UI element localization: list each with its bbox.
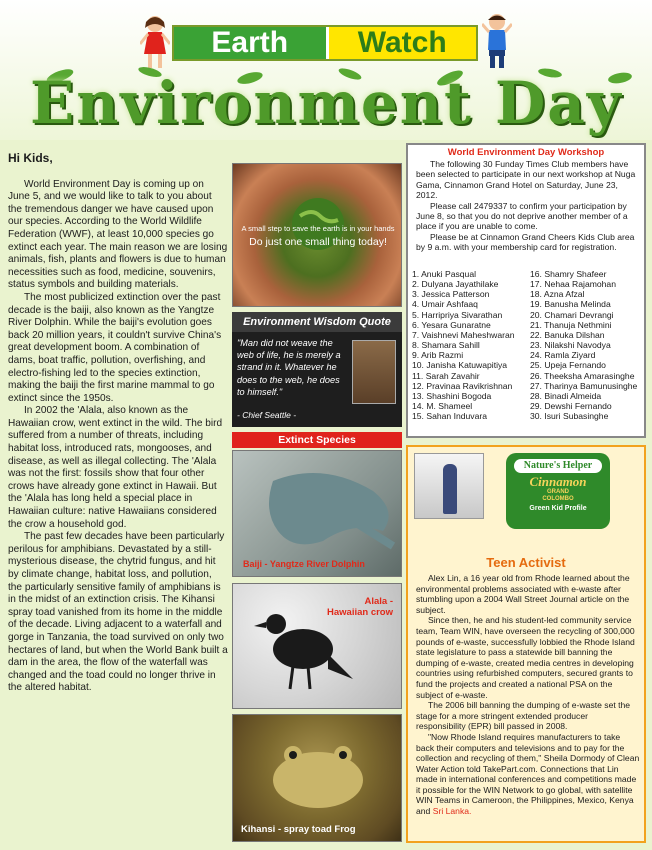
photo-caption-small: A small step to save the earth is in your hands [241, 224, 395, 233]
wisdom-quote-box [232, 332, 402, 427]
list-item: 24. Ramla Ziyard [530, 350, 596, 361]
natures-helper-badge [506, 453, 610, 529]
photo-caption-big: Do just one small thing today! [249, 236, 387, 248]
teen-paragraph-text: "Now Rhode Island requires manufacturers to take back their computers and televisions and to pay for the collection and recycling of them," Sheila Dormody of Clean Water Action told TakePart.com. Connections that Lin made in international conferences and competitions made it possible for the WIN Network to go global, with satellite WIN Teams in Cameroon, the Philippines, Mexico, Kenya and [416, 731, 640, 817]
badge-city: COLOMBO [542, 496, 574, 502]
list-item: 1. Anuki Pasqual [412, 269, 477, 279]
baiji-dolphin-photo [232, 450, 402, 577]
person-figure [443, 464, 457, 514]
workshop-intro-paragraph: Please be at Cinnamon Grand Cheers Kids Club area by 9 a.m. with your membership card for registration. [416, 231, 635, 253]
teen-activist-box [406, 445, 646, 843]
frog-icon [253, 725, 383, 820]
teen-paragraph: Since then, he and his student-led community service team, Team WIN, have overseen the recycling of 300,000 pounds of e-waste, successfully lobbied the Rhode Island state legislature to pass a statewide bill banning the dumping of e-waste, created media centres in developing countries using refurbished computers, secured grants to fund the projects and created a national PSA on the subject of e-waste. [416, 615, 635, 700]
wisdom-author: - Chief Seattle - [237, 410, 297, 420]
article-paragraph: The past few decades have been particularly perilous for amphibians. Devastated by a still-mysterious disease, the chytrid fungus, and hit by climate change, habitat loss, and pollution, the particularly sensitive family of amphibians is in the midst of an extinction crisis. The Kihansi spray toad vanished from its home in the middle of the decade. Living adjacent to a waterfall and gorge in Tanzania, the toad survived on only two hectares of land, but when the World Bank built a dam in the area, the flow of the waterfall was changed and the toad could no longer thrive in the altered habitat. [8, 531, 228, 694]
list-item: 26. Theeksha Amarasinghe [530, 370, 635, 381]
list-item: 14. M. Shameel [412, 401, 473, 412]
list-item: 9. Arib Razmi [412, 350, 464, 361]
workshop-intro-paragraph: The following 30 Funday Times Club members have been selected to participate in our next workshop at Nuga Gama, Cinnamon Grand Hotel on Saturday, June 23, 2012. [416, 159, 636, 201]
list-item: 11. Sarah Zavahir [412, 370, 480, 381]
list-item: 15. Sahan Induvara [412, 411, 488, 422]
teen-paragraph: Alex Lin, a 16 year old from Rhode learned about the environmental problems associated with e-waste after stumbling upon a 2004 Wall Street Journal article on the subject. [416, 573, 630, 615]
chief-portrait-image [352, 340, 396, 404]
badge-grand: GRAND [547, 489, 569, 495]
alex-lin-photo [414, 453, 484, 519]
wisdom-quote: "Man did not weave the web of life, he is merely a strand in it. Whatever he does to the web, he does to himself." [237, 338, 341, 397]
article-paragraph: World Environment Day is coming up on June 5, and we would like to talk to you about the tremendous danger we have caused upon our species. According to the World Wildlife Federation (WWF), at least 10,000 species go extinct each year. The main reason we are losing animals, fish, plants and flowers is due to human necessities such as food, medicine, souvenirs, status symbols and building materials. [8, 178, 228, 291]
list-item: 27. Tharinya Bamunusinghe [530, 380, 638, 391]
workshop-intro-paragraph: Please call 2479337 to confirm your participation by June 8, so that you do not deprive another member of a place if you are unable to come. [416, 200, 628, 232]
list-item: 29. Dewshi Fernando [530, 401, 612, 412]
list-item: 16. Shamry Shafeer [530, 269, 607, 279]
list-item: 21. Thanuja Nethmini [530, 319, 612, 330]
sri-lanka-highlight: Sri Lanka. [432, 806, 472, 817]
hands-holding-earth-photo [232, 163, 402, 307]
list-item: 10. Janisha Katuwapitiya [412, 360, 508, 371]
workshop-heading: World Environment Day Workshop [447, 147, 605, 158]
list-item: 4. Umair Ashfaaq [412, 299, 478, 310]
environment-day-banner: Environment Day [30, 69, 623, 137]
frog-caption: Kihansi - spray toad Frog [241, 824, 356, 835]
list-item: 25. Upeja Fernando [530, 360, 606, 371]
participants-list-right [530, 269, 646, 421]
article-paragraph: In 2002 the 'Alala, also known as the Hawaiian crow, went extinct in the wild. The bird suffered from a number of threats, including habitat loss, introduced rats, mongooses, and disease, as well as illegal collecting. The 'Alala was not the first: fossils show that four other crows have already gone extinct in Hawaii. But the 'Alala has long held a special place in Hawaiian culture: native Hawaiians considered the crow a household god. [8, 405, 223, 530]
list-item: 8. Shamara Sahill [412, 340, 480, 351]
badge-brand: Cinnamon [529, 474, 587, 489]
list-item: 18. Azna Afzal [530, 289, 585, 300]
section-title [172, 25, 478, 61]
list-item: 19. Banusha Melinda [530, 299, 611, 310]
list-item: 7. Vaishnevi Maheshwaran [412, 329, 515, 340]
list-item: 30. Isuri Subasinghe [530, 411, 609, 422]
crow-caption: Alala - Hawaiian crow [327, 596, 393, 618]
workshop-intro [416, 159, 640, 253]
list-item: 13. Shashini Bogoda [412, 390, 492, 401]
wisdom-heading: Environment Wisdom Quote [232, 312, 402, 332]
badge-profile: Green Kid Profile [529, 505, 587, 512]
teen-activist-text [416, 573, 640, 817]
main-article [8, 152, 228, 842]
hawaiian-crow-photo [232, 583, 402, 709]
participants-list-left [412, 269, 532, 421]
list-item: 28. Binadi Almeida [530, 390, 602, 401]
list-item: 2. Dulyana Jayathilake [412, 279, 499, 290]
list-item: 17. Nehaa Rajamohan [530, 279, 616, 290]
badge-title: Nature's Helper [514, 459, 602, 473]
title-watch: Watch [326, 27, 477, 59]
list-item: 20. Chamari Devrangi [530, 309, 614, 320]
teen-activist-heading: Teen Activist [486, 555, 566, 570]
dolphin-caption: Baiji - Yangtze River Dolphin [243, 559, 365, 569]
list-item: 23. Nilakshi Navodya [530, 340, 611, 351]
extinct-species-heading: Extinct Species [232, 432, 402, 448]
list-item: 22. Banuka Dilshan [530, 329, 605, 340]
kihansi-toad-photo [232, 714, 402, 842]
title-earth: Earth [174, 27, 326, 59]
teen-paragraph-last [416, 732, 640, 817]
list-item: 5. Harripriya Sivarathan [412, 309, 503, 320]
list-item: 3. Jessica Patterson [412, 289, 490, 300]
teen-paragraph: The 2006 bill banning the dumping of e-waste set the stage for a more stringent extended producer responsibility (EPR) bill passed in 2008. [416, 700, 631, 732]
workshop-box [406, 143, 646, 438]
list-item: 12. Pravinaa Ravikrishnan [412, 380, 513, 391]
greeting: Hi Kids, [8, 151, 53, 165]
article-paragraph: The most publicized extinction over the past decade is the baiji, also known as the Yangtze River Dolphin. While the baiji's evolution goes back 20 million years, it couldn't survive China's great development boom. A combination of dams, boat traffic, pollution, overfishing, and electro-fishing led to the species extinction, making the baiji the first marine mammal to go extinct since the 1950s. [8, 291, 222, 404]
list-item: 6. Yesara Gunaratne [412, 319, 491, 330]
